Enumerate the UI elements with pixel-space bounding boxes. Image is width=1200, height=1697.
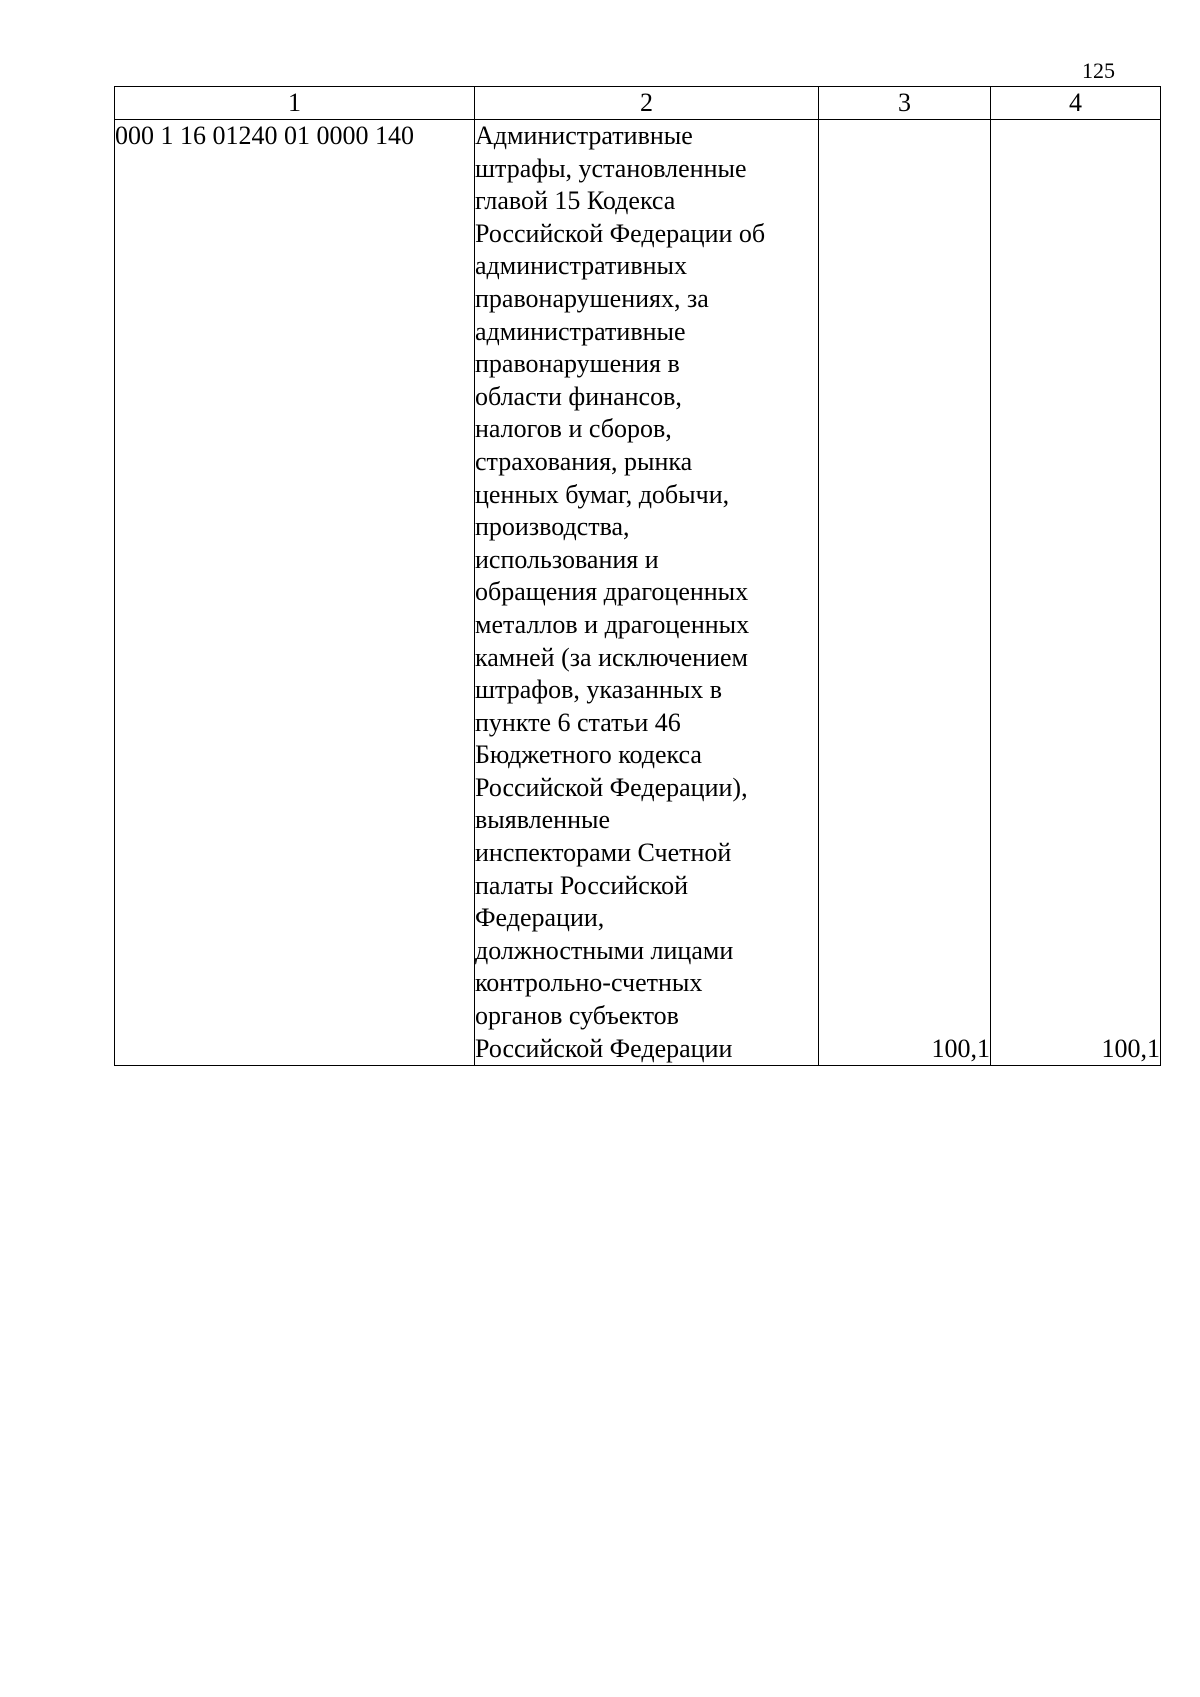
revenue-name-line: палаты Российской [475,870,688,900]
page-number: 125 [1082,58,1115,83]
amount-col-3: 100,1 [819,120,991,1066]
revenue-name-line: Российской Федерации [475,1033,733,1063]
amount-col-4: 100,1 [991,120,1161,1066]
revenue-name-line: обращения драгоценных [475,577,749,607]
revenue-name-line: главой 15 Кодекса [475,186,676,216]
revenue-name-line: выявленные [475,805,610,835]
budget-code-cell: 000 1 16 01240 01 0000 140 [115,120,475,1066]
revenue-name-line: камней (за исключением [475,642,748,672]
revenue-name-line: Российской Федерации об [475,218,766,248]
revenue-name-line: металлов и драгоценных [475,609,750,639]
header-col-4: 4 [991,87,1161,120]
revenue-name-line: правонарушениях, за [475,283,709,313]
revenue-name-line: ценных бумаг, добычи, [475,479,730,509]
revenue-name-line: штрафов, указанных в [475,675,723,705]
revenue-name-line: использования и [475,544,659,574]
revenue-name-line: административных [475,251,687,281]
revenue-name-line: органов субъектов [475,1001,679,1031]
revenue-name-line: штрафы, установленные [475,153,747,183]
table-header-row [115,87,1161,120]
budget-table [114,86,1161,1066]
revenue-name-line: налогов и сборов, [475,414,672,444]
revenue-name-line: пункте 6 статьи 46 [475,707,681,737]
revenue-name-line: инспекторами Счетной [475,838,732,868]
revenue-name-line: контрольно-счетных [475,968,703,998]
header-col-2: 2 [475,87,819,120]
revenue-name-line: административные [475,316,686,346]
revenue-name-line: Федерации, [475,903,605,933]
revenue-name-line: должностными лицами [475,935,734,965]
revenue-name-line: Российской Федерации), [475,772,748,802]
revenue-name-line: страхования, рынка [475,446,693,476]
header-col-1: 1 [115,87,475,120]
revenue-name-line: производства, [475,512,630,542]
table-row [115,120,1161,1066]
revenue-name-line: Бюджетного кодекса [475,740,702,770]
header-col-3: 3 [819,87,991,120]
revenue-name-line: Административные [475,121,693,150]
revenue-name-cell [475,120,819,1066]
revenue-name-line: области финансов, [475,381,682,411]
revenue-name-line: правонарушения в [475,349,680,379]
